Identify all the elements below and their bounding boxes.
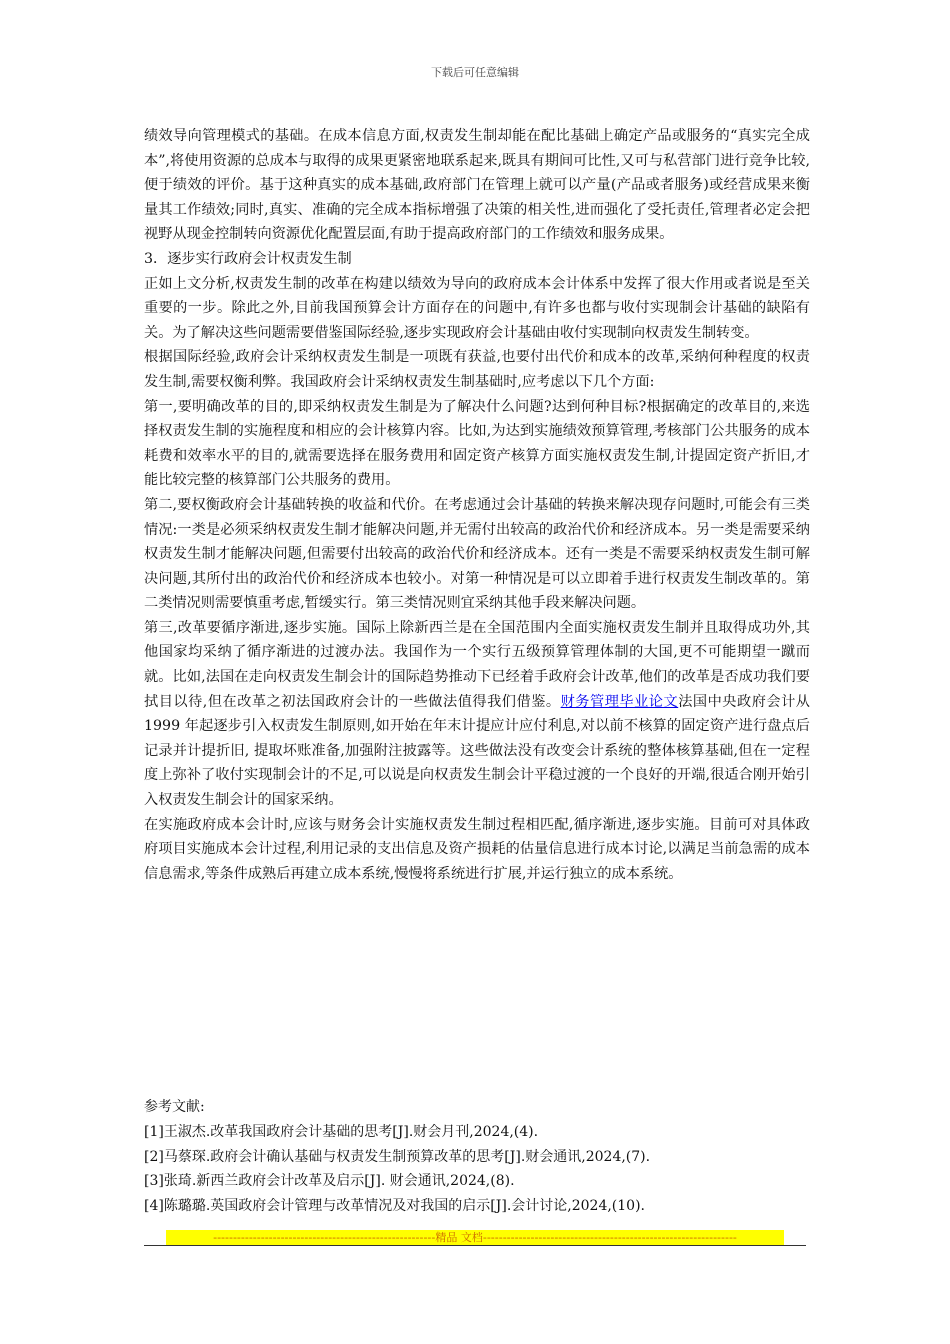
paragraph-5: 第二,要权衡政府会计基础转换的收益和代价。在考虑通过会计基础的转换来解决现存问题时,可能会有三类情况:一类是必须采纳权责发生制才能解决问题,并无需付出较高的政治代价和经济成本。另一类是需要采纳权责发生制才能解决问题,但需要付出较高的政治代价和经济成本。还有一类是不需要采纳权责发生制可解决问题,其所付出的政治代价和经济成本也较小。对第一种情况是可以立即着手进行权责发生制改革的。第二类情况则需要慎重考虑,暂缓实行。第三类情况则宜采纳其他手段来解决问题。 [144, 496, 810, 612]
paragraph-2: 正如上文分析,权责发生制的改革在构建以绩效为导向的政府成本会计体系中发挥了很大作用或者说是至关重要的一步。除此之外,目前我国预算会计方面存在的问题中,有许多也都与收付实现制会计基础的缺陷有关。为了解决这些问题需要借鉴国际经验,逐步实现政府会计基础由收付实现制向权责发生制转变。 [144, 275, 810, 341]
paragraph-6 [144, 616, 810, 813]
reference-item: [2]马蔡琛.政府会计确认基础与权责发生制预算改革的思考[J].财会通讯,2024,(7). [144, 1148, 651, 1165]
thesis-link[interactable]: 财务管理毕业论文 [560, 693, 679, 710]
reference-item: [1]王淑杰.改革我国政府会计基础的思考[J].财会月刊,2024,(4). [144, 1123, 539, 1140]
section-heading-3: 3．逐步实行政府会计权责发生制 [144, 250, 352, 267]
paragraph-4: 第一,要明确改革的目的,即采纳权责发生制是为了解决什么问题?达到何种目标?根据确定的改革目的,来选择权责发生制的实施程度和相应的会计核算内容。比如,为达到实施绩效预算管理,考核部门公共服务的成本耗费和效率水平的目的,就需要选择在服务费用和固定资产核算方面实施权责发生制,计提固定资产折旧,才能比较完整的核算部门公共服务的费用。 [144, 398, 810, 489]
reference-item: [3]张琦.新西兰政府会计改革及启示[J]. 财会通讯,2024,(8). [144, 1173, 515, 1190]
footer-banner: --------------------------------------------------------精品 文档---------------------------------------------------------------- [166, 1230, 784, 1245]
paragraph-3: 根据国际经验,政府会计采纳权责发生制是一项既有获益,也要付出代价和成本的改革,采纳何种程度的权责发生制,需要权衡利弊。我国政府会计采纳权责发生制基础时,应考虑以下几个方面: [144, 349, 810, 390]
paragraph-6-part-b: 法国中央政府会计从 1999 年起逐步引入权责发生制原则,如开始在年末计提应计应付利息,对以前不核算的固定资产进行盘点后记录并计提折旧, 提取坏账准备,加强附注披露等。这些做法没有改变会计系统的整体核算基础,但在一定程度上弥补了收付实现制会计的不足,可以说是向权责发生制会计平稳过渡的一个良好的开端,很适合刚开始引入权责发生制会计的国家采纳。 [144, 693, 810, 809]
references-title: 参考文献: [144, 1099, 205, 1115]
references-section [144, 1095, 810, 1219]
footer-divider [144, 1245, 806, 1246]
paragraph-1: 绩效导向管理模式的基础。在成本信息方面,权责发生制却能在配比基础上确定产品或服务的“真实完全成本”,将使用资源的总成本与取得的成果更紧密地联系起来,既具有期间可比性,又可与私营部门进行竞争比较,便于绩效的评价。基于这种真实的成本基础,政府部门在管理上就可以产量(产品或者服务)或经营成果来衡量其工作绩效;同时,真实、准确的完全成本指标增强了决策的相关性,进而强化了受托责任,管理者必定会把视野从现金控制转向资源优化配置层面,有助于提高政府部门的工作绩效和服务成果。 [144, 128, 810, 243]
page-header: 下载后可任意编辑 [431, 66, 519, 79]
paragraph-7: 在实施政府成本会计时,应该与财务会计实施权责发生制过程相匹配,循序渐进,逐步实施。目前可对具体政府项目实施成本会计过程,利用记录的支出信息及资产损耗的估量信息进行成本讨论,以满足当前急需的成本信息需求,等条件成熟后再建立成本系统,慢慢将系统进行扩展,并运行独立的成本系统。 [144, 816, 810, 882]
document-body [144, 124, 810, 886]
reference-item: [4]陈璐璐.英国政府会计管理与改革情况及对我国的启示[J].会计讨论,2024,(10). [144, 1198, 645, 1215]
paragraph-6-part-a: 第三,改革要循序渐进,逐步实施。国际上除新西兰是在全国范围内全面实施权责发生制并且取得成功外,其他国家均采纳了循序渐进的过渡办法。我国作为一个实行五级预算管理体制的大国,更不可能期望一蹴而就。比如,法国在走向权责发生制会计的国际趋势推动下已经着手政府会计改革,他们的改革是否成功我们要拭目以待,但在改革之初法国政府会计的一些做法值得我们借鉴。 [144, 619, 810, 710]
